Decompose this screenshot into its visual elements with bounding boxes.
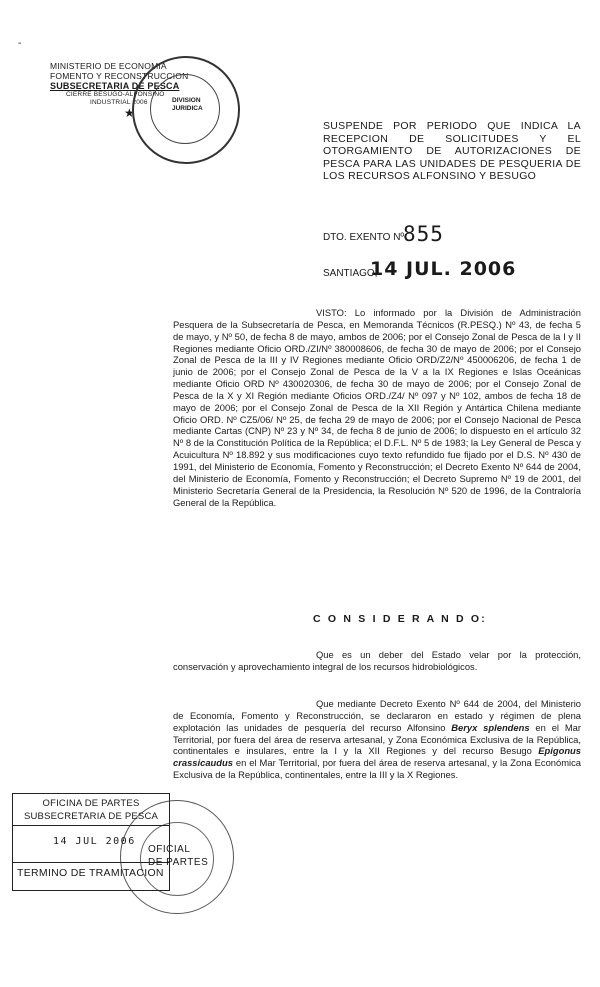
seal-label-line: JURIDICA — [172, 104, 203, 112]
seal-label-line: DIVISION — [172, 97, 201, 104]
ministry-line: FOMENTO Y RECONSTRUCCION — [50, 71, 189, 81]
species-name: Epigonus crassicaudus — [173, 745, 581, 769]
paragraph-text: Que mediante Decreto Exento Nº 644 de 2004, del Ministerio de Economía, Fomento y Reconstrucción, se declararon en estado y régimen de plena explotación las unidades de pesquería del recurso Alfonsino — [173, 698, 581, 733]
margin-mark: - — [18, 38, 22, 49]
header-note: INDUSTRIAL 2006 — [90, 99, 148, 106]
considerando-heading: C O N S I D E R A N D O: — [313, 613, 487, 625]
ministry-line: MINISTERIO DE ECONOMIA — [50, 61, 167, 71]
decree-number: 855 — [403, 222, 444, 246]
oficial-line: DE PARTES — [148, 857, 209, 868]
header-note: CIERRE BESUGO-ALFONSINO — [66, 91, 165, 98]
paragraph-text: en el Mar Territorial, por fuera del área de reserva artesanal, y la Zona Económica Exclusiva de la República, continentales, entre la III y la X Regiones. — [173, 757, 581, 781]
species-name: Beryx splendens — [451, 721, 530, 733]
stamp-subtitle: SUBSECRETARIA DE PESCA — [23, 811, 159, 822]
oficial-partes-label — [148, 843, 208, 869]
stamp-title: OFICINA DE PARTES — [42, 798, 140, 809]
star-icon: ★ — [124, 106, 135, 120]
oficina-partes-stamp — [12, 793, 170, 891]
visto-paragraph: VISTO: Lo informado por la División de Administración Pesquera de la Subsecretaría de Pesca, en Memoranda Técnicos (R.PESQ.) Nº 43, de fecha 5 de mayo, y Nº 50, de fecha 8 de mayo, ambos de 2006; por el Consejo Zonal de Pesca de la I y II Regiones mediante Oficio ORD./ZI/Nº 380008606, de fecha 30 de mayo de 2006; por el Consejo Zonal de Pesca de la III y IV Regiones mediante Oficio ORD/Z2/Nº 450006206, de fecha 1 de junio de 2006; por el Consejo Zonal de Pesca de la V a la IX Regiones e Islas Oceánicas mediante Oficio ORD Nº 430020306, de fecha 30 de mayo de 2006; por el Consejo Zonal de Pesca de la X y XI Región mediante Oficios ORD./Z4/ Nº 097 y Nº 102, ambos de fecha 18 de mayo de 2006; por el Consejo Zonal de Pesca de la XII Región y Antártica Chilena mediante Oficio ORD. Nº CZ5/06/ Nº 25, de fecha 29 de mayo de 2006; por el Consejo Nacional de Pesca mediante Cartas (CNP) Nº 23 y Nº 34, de fecha 8 de junio de 2006; lo dispuesto en el artículo 32 Nº 8 de la Constitución Política de la República; el D.F.L. Nº 5 de 1983; la Ley General de Pesca y Acuicultura Nº 18.892 y sus modificaciones cuyo texto refundido fue fijado por el D.S. Nº 430 de 1991, del Ministerio de Economía, Fomento y Reconstrucción; el Decreto Exento Nº 644 de 2004, del Ministerio de Economía, Fomento y Reconstrucción; el Decreto Supremo Nº 19 de 2001, del Ministerio Secretaría General de la Presidencia, la Resolución Nº 520 de 1996, de la Contraloría General de la República. — [173, 307, 581, 508]
decree-date: 14 JUL. 2006 — [370, 258, 517, 280]
seal-label — [172, 97, 203, 112]
oficial-line: OFICIAL — [148, 844, 191, 855]
stamp-divider — [13, 862, 169, 863]
decree-label: DTO. EXENTO Nº — [323, 232, 405, 243]
stamp-date: 14 JUL 2006 — [53, 836, 136, 847]
considerando-paragraph-1: Que es un deber del Estado velar por la protección, conservación y aprovechamiento integral de los recursos hidrobiológicos. — [173, 649, 581, 672]
considerando-paragraph-2 — [173, 698, 581, 781]
paragraph-text: en el Mar Territorial, por fuera del área de reserva artesanal, y Zona Económica Exclusiva de la República, continentales e insulares, entre la I y la XII Regiones y del recurso Besugo — [173, 721, 582, 757]
stamp-termino: TERMINO DE TRAMITACION — [17, 867, 164, 879]
subsecretaria-line: SUBSECRETARIA DE PESCA — [50, 81, 180, 91]
decree-place: SANTIAGO, — [323, 268, 378, 279]
decree-subject: SUSPENDE POR PERIODO QUE INDICA LA RECEPCION DE SOLICITUDES Y EL OTORGAMIENTO DE AUTORIZACIONES DE PESCA PARA LAS UNIDADES DE PESQUERIA DE LOS RECURSOS ALFONSINO Y BESUGO — [323, 120, 581, 182]
stamp-divider — [13, 825, 169, 826]
